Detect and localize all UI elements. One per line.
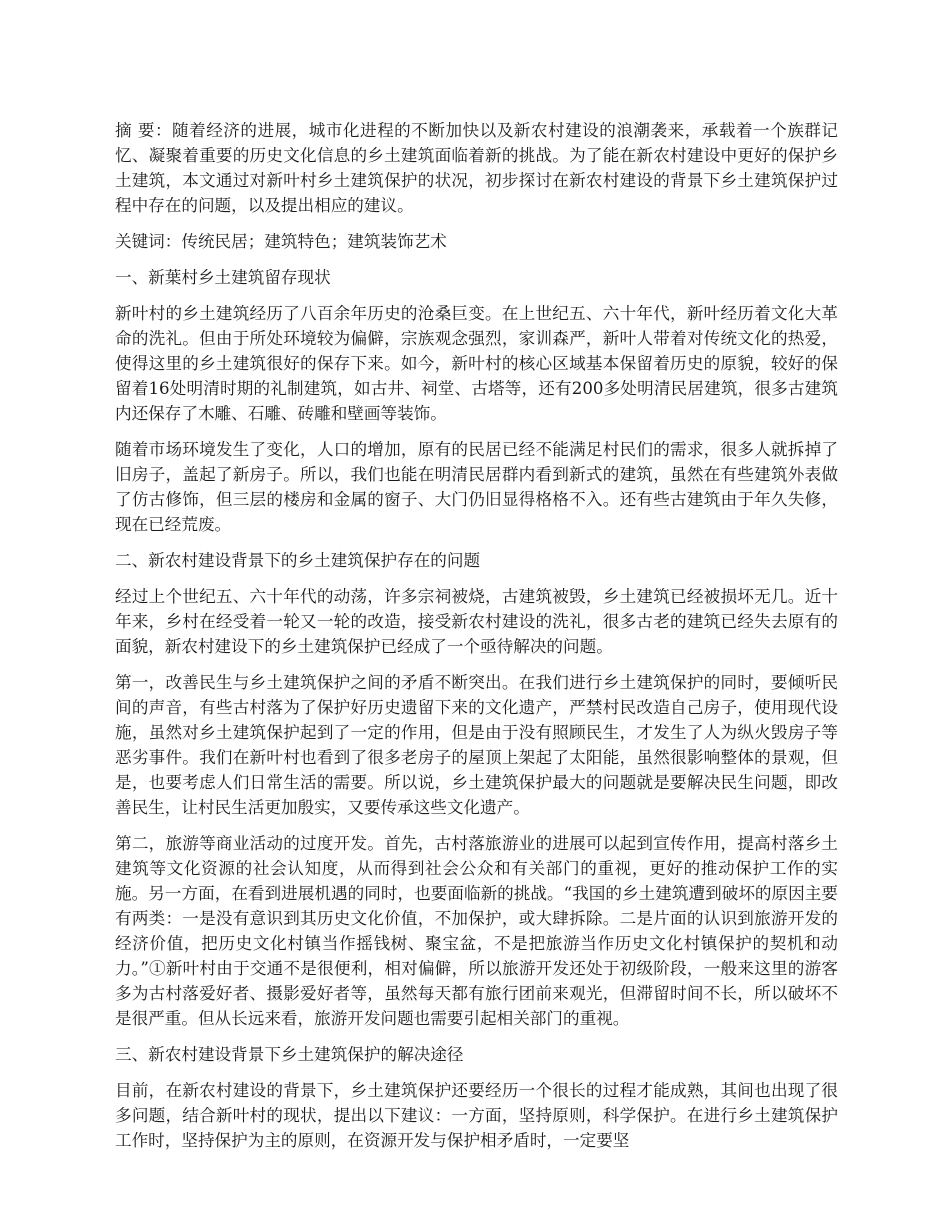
section-1-paragraph-1: 新叶村的乡土建筑经历了八百余年历史的沧桑巨变。在上世纪五、六十年代，新叶经历着文化大革命的洗礼。但由于所处环境较为偏僻，宗族观念强烈，家训森严，新叶人带着对传统文化的热爱，使得这里的乡土建筑很好的保存下来。如今，新叶村的核心区域基本保留着历史的原貌，较好的保留着16处明清时期的礼制建筑，如古井、祠堂、古塔等，还有200多处明清民居建筑，很多古建筑内还保存了木雕、石雕、砖雕和壁画等装饰。 bbox=[115, 304, 838, 423]
abstract-paragraph: 摘 要：随着经济的进展，城市化进程的不断加快以及新农村建设的浪潮袭来，承载着一个族群记忆、凝聚着重要的历史文化信息的乡土建筑面临着新的挑战。为了能在新农村建设中更好的保护乡土建筑，本文通过对新叶村乡土建筑保护的状况，初步探讨在新农村建设的背景下乡土建筑保护过程中存在的问题，以及提出相应的建议。 bbox=[115, 121, 838, 215]
section-1-paragraph-2: 随着市场环境发生了变化，人口的增加，原有的民居已经不能满足村民们的需求，很多人就拆掉了旧房子，盖起了新房子。所以，我们也能在明清民居群内看到新式的建筑，虽然在有些建筑外表做了仿古修饰，但三层的楼房和金属的窗子、大门仍旧显得格格不入。还有些古建筑由于年久失修，现在已经荒废。 bbox=[115, 440, 838, 534]
keywords-line: 关键词：传统民居；建筑特色；建筑装饰艺术 bbox=[115, 232, 447, 251]
section-2-heading: 二、新农村建设背景下的乡土建筑保护存在的问题 bbox=[115, 551, 481, 570]
section-2-paragraph-2: 第一，改善民生与乡土建筑保护之间的矛盾不断突出。在我们进行乡土建筑保护的同时，要倾听民间的声音，有些古村落为了保护好历史遗留下来的文化遗产，严禁村民改造自己房子，使用现代设施，虽然对乡土建筑保护起到了一定的作用，但是由于没有照顾民生，才发生了人为纵火毁房子等恶劣事件。我们在新叶村也看到了很多老房子的屋顶上架起了太阳能，虽然很影响整体的景观，但是，也要考虑人们日常生活的需要。所以说，乡土建筑保护最大的问题就是要解决民生问题，即改善民生，让村民生活更加殷实，又要传承这些文化遗产。 bbox=[115, 673, 838, 817]
section-1-heading: 一、新葉村乡土建筑留存现状 bbox=[115, 268, 331, 287]
section-3-paragraph-1: 目前，在新农村建设的背景下，乡土建筑保护还要经历一个很长的过程才能成熟，其间也出现了很多问题，结合新叶村的现状，提出以下建议：一方面，坚持原则，科学保护。在进行乡土建筑保护工作时，坚持保护为主的原则，在资源开发与保护相矛盾时，一定要坚 bbox=[115, 1081, 838, 1150]
section-3-heading: 三、新农村建设背景下乡土建筑保护的解决途径 bbox=[115, 1045, 464, 1064]
section-2-paragraph-3: 第二，旅游等商业活动的过度开发。首先，古村落旅游业的进展可以起到宣传作用，提高村落乡土建筑等文化资源的社会认知度，从而得到社会公众和有关部门的重视，更好的推动保护工作的实施。另一方面，在看到进展机遇的同时，也要面临新的挑战。“我国的乡土建筑遭到破坏的原因主要有两类：一是没有意识到其历史文化价值，不加保护，或大肆拆除。二是片面的认识到旅游开发的经济价值，把历史文化村镇当作摇钱树、聚宝盆，不是把旅游当作历史文化村镇保护的契机和动力。”①新叶村由于交通不是很便利，相对偏僻，所以旅游开发还处于初级阶段，一般来这里的游客多为古村落爱好者、摄影爱好者等，虽然每天都有旅行团前来观光，但滞留时间不长，所以破坏不是很严重。但从长远来看，旅游开发问题也需要引起相关部门的重视。 bbox=[115, 834, 838, 1028]
section-2-paragraph-1: 经过上个世纪五、六十年代的动荡，许多宗祠被烧，古建筑被毁，乡土建筑已经被损坏无几。近十年来，乡村在经受着一轮又一轮的改造，接受新农村建设的洗礼，很多古老的建筑已经失去原有的面貌，新农村建设下的乡土建筑保护已经成了一个亟待解决的问题。 bbox=[115, 587, 838, 656]
